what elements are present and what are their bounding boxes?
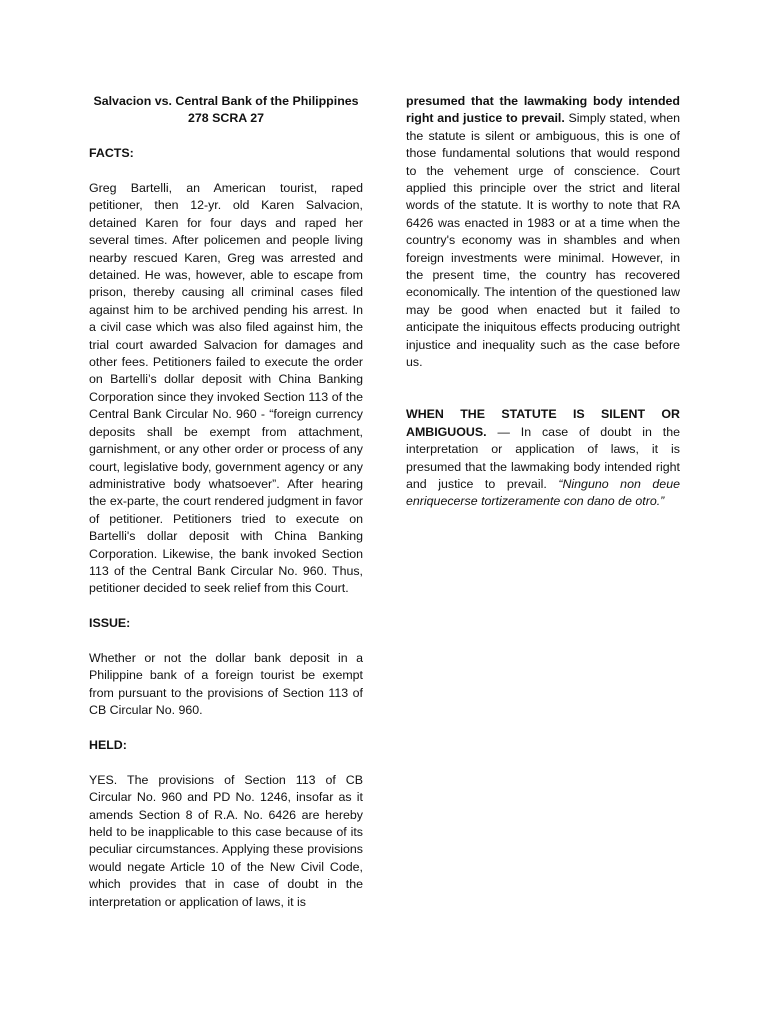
doctrine-paragraph — [406, 406, 680, 510]
left-column — [89, 93, 363, 911]
case-title: Salvacion vs. Central Bank of the Philippines — [93, 94, 359, 108]
held-heading: HELD: — [89, 737, 127, 752]
doctrine-quote: “Ninguno non deue enriquecerse tortizeramente con dano de otro.” — [406, 476, 680, 509]
case-citation: 278 SCRA 27 — [188, 111, 264, 126]
facts-paragraph: Greg Bartelli, an American tourist, raped petitioner, then 12-yr. old Karen Salvacion, detained Karen for four days and raped her several times. After policemen and people living nearby rescued Karen, Greg was arrested and detained. He was, however, able to escape from prison, thereby causing all criminal cases filed against him to be archived pending his arrest. In a civil case which was also filed against him, the trial court awarded Salvacion for damages and other fees. Petitioners failed to execute the order on Bartelli’s dollar deposit with China Banking Corporation since they invoked Section 113 of the Central Bank Circular No. 960 - “foreign currency deposits shall be exempt from attachment, garnishment, or any other order or process of any court, legislative body, government agency or any administrative body whatsoever”. After hearing the ex-parte, the court rendered judgment in favor of petitioner. Petitioners tried to execute on Bartelli's dollar deposit with China Banking Corporation. Likewise, the bank invoked Section 113 of the Central Bank Circular No. 960. Thus, petitioner decided to seek relief from this Court. — [89, 181, 363, 596]
held-rest-text: Simply stated, when the statute is silent or ambiguous, this is one of those fundamental solutions that would respond to the vehement urge of conscience. Court applied this principle over the strict and literal words of the statute. It is worthy to note that RA 6426 was enacted in 1983 or at a time when the country's economy was in shambles and when foreign investments were minimal. However, in the present time, the country has recovered economically. The intention of the questioned law may be good when enacted but it failed to anticipate the iniquitous effects producing outright injustice and inequality such as the case before us. — [406, 111, 680, 370]
held-paragraph-continued — [406, 93, 680, 372]
right-column — [406, 93, 680, 511]
issue-heading: ISSUE: — [89, 616, 131, 631]
doctrine-text: — In case of doubt in the interpretation or application of laws, it is presumed that the lawmaking body intended right and justice to prevail. — [406, 424, 680, 491]
held-bold-text: presumed that the lawmaking body intended right and justice to prevail. — [406, 94, 680, 126]
facts-heading: FACTS: — [89, 146, 134, 161]
issue-paragraph: Whether or not the dollar bank deposit in a Philippine bank of a foreign tourist be exempt from pursuant to the provisions of Section 113 of CB Circular No. 960. — [89, 650, 363, 718]
doctrine-heading: WHEN THE STATUTE IS SILENT OR AMBIGUOUS. — [406, 407, 680, 439]
held-paragraph: YES. The provisions of Section 113 of CB Circular No. 960 and PD No. 1246, insofar as it amends Section 8 of R.A. No. 6426 are hereby held to be inapplicable to this case because of its peculiar circumstances. Applying these provisions would negate Article 10 of the New Civil Code, which provides that in case of doubt in the interpretation or application of laws, it is — [89, 772, 363, 909]
